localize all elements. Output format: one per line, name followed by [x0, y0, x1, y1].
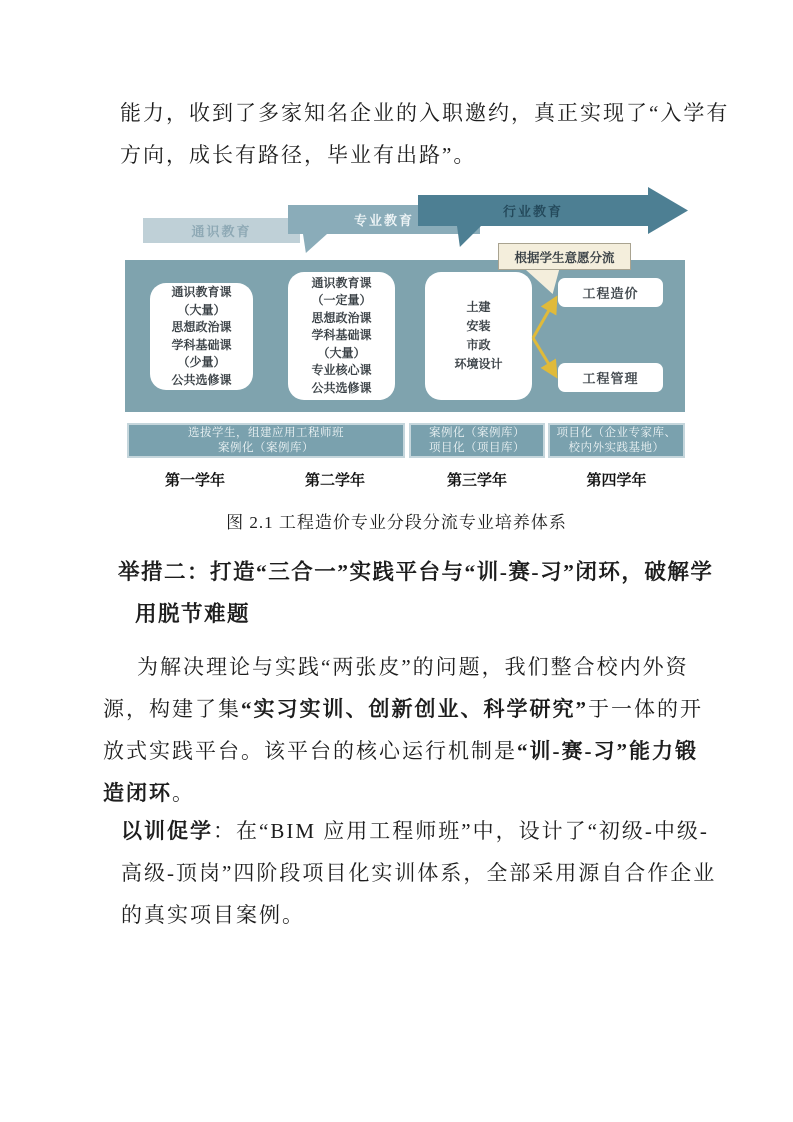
year-label-2: 第二学年 [304, 472, 365, 489]
branch-box-engineering-management: 工程管理 [558, 363, 663, 392]
banner-professional-education: 专业教育 [288, 205, 480, 234]
industry-arrow-head-icon [648, 187, 688, 234]
banner-industry-education: 行业教育 [418, 195, 648, 226]
course-box-major-directions: 土建 安装 市政 环境设计 [425, 272, 532, 400]
branch-box-cost-engineering: 工程造价 [558, 278, 663, 307]
callout-student-choice: 根据学生意愿分流 [498, 243, 631, 270]
figure-caption: 图 2.1 工程造价专业分段分流专业培养体系 [226, 513, 567, 532]
banner-professional-tail [303, 234, 327, 253]
phase-bar-year3: 案例化（案例库） 项目化（项目库） [409, 423, 545, 458]
banner-general-education: 通识教育 [143, 218, 300, 243]
banner-industry-tail [457, 226, 481, 247]
figure-training-system-diagram [125, 195, 688, 497]
phase-bar-year1-2: 选拔学生，组建应用工程师班 案例化（案例库） [127, 423, 405, 458]
course-box-year1: 通识教育课 （大量） 思想政治课 学科基础课 （少量） 公共选修课 [150, 283, 253, 390]
paragraph-intro: 能力，收到了多家知名企业的入职邀约，真正实现了“入学有 方向，成长有路径，毕业有出路”。 [120, 101, 730, 167]
section-heading: 举措二：打造“三合一”实践平台与“训-赛-习”闭环，破解学 用脱节难题 [118, 560, 714, 626]
paragraph-platform: 为解决理论与实践“两张皮”的问题，我们整合校内外资 源，构建了集“实习实训、创新创业、科学研究”于一体的开 放式实践平台。该平台的核心运行机制是“训-赛-习”能力锻 造闭环。 [103, 655, 703, 805]
paragraph-training: 以训促学：在“BIM 应用工程师班”中，设计了“初级-中级- 高级-顶岗”四阶段项目化实训体系，全部采用源自合作企业 的真实项目案例。 [121, 819, 717, 927]
year-label-4: 第四学年 [586, 472, 647, 489]
course-box-year2: 通识教育课 （一定量） 思想政治课 学科基础课 （大量） 专业核心课 公共选修课 [288, 272, 395, 400]
phase-bar-year4: 项目化（企业专家库、 校内外实践基地） [548, 423, 685, 458]
year-label-3: 第三学年 [446, 472, 507, 489]
year-label-1: 第一学年 [164, 472, 225, 489]
